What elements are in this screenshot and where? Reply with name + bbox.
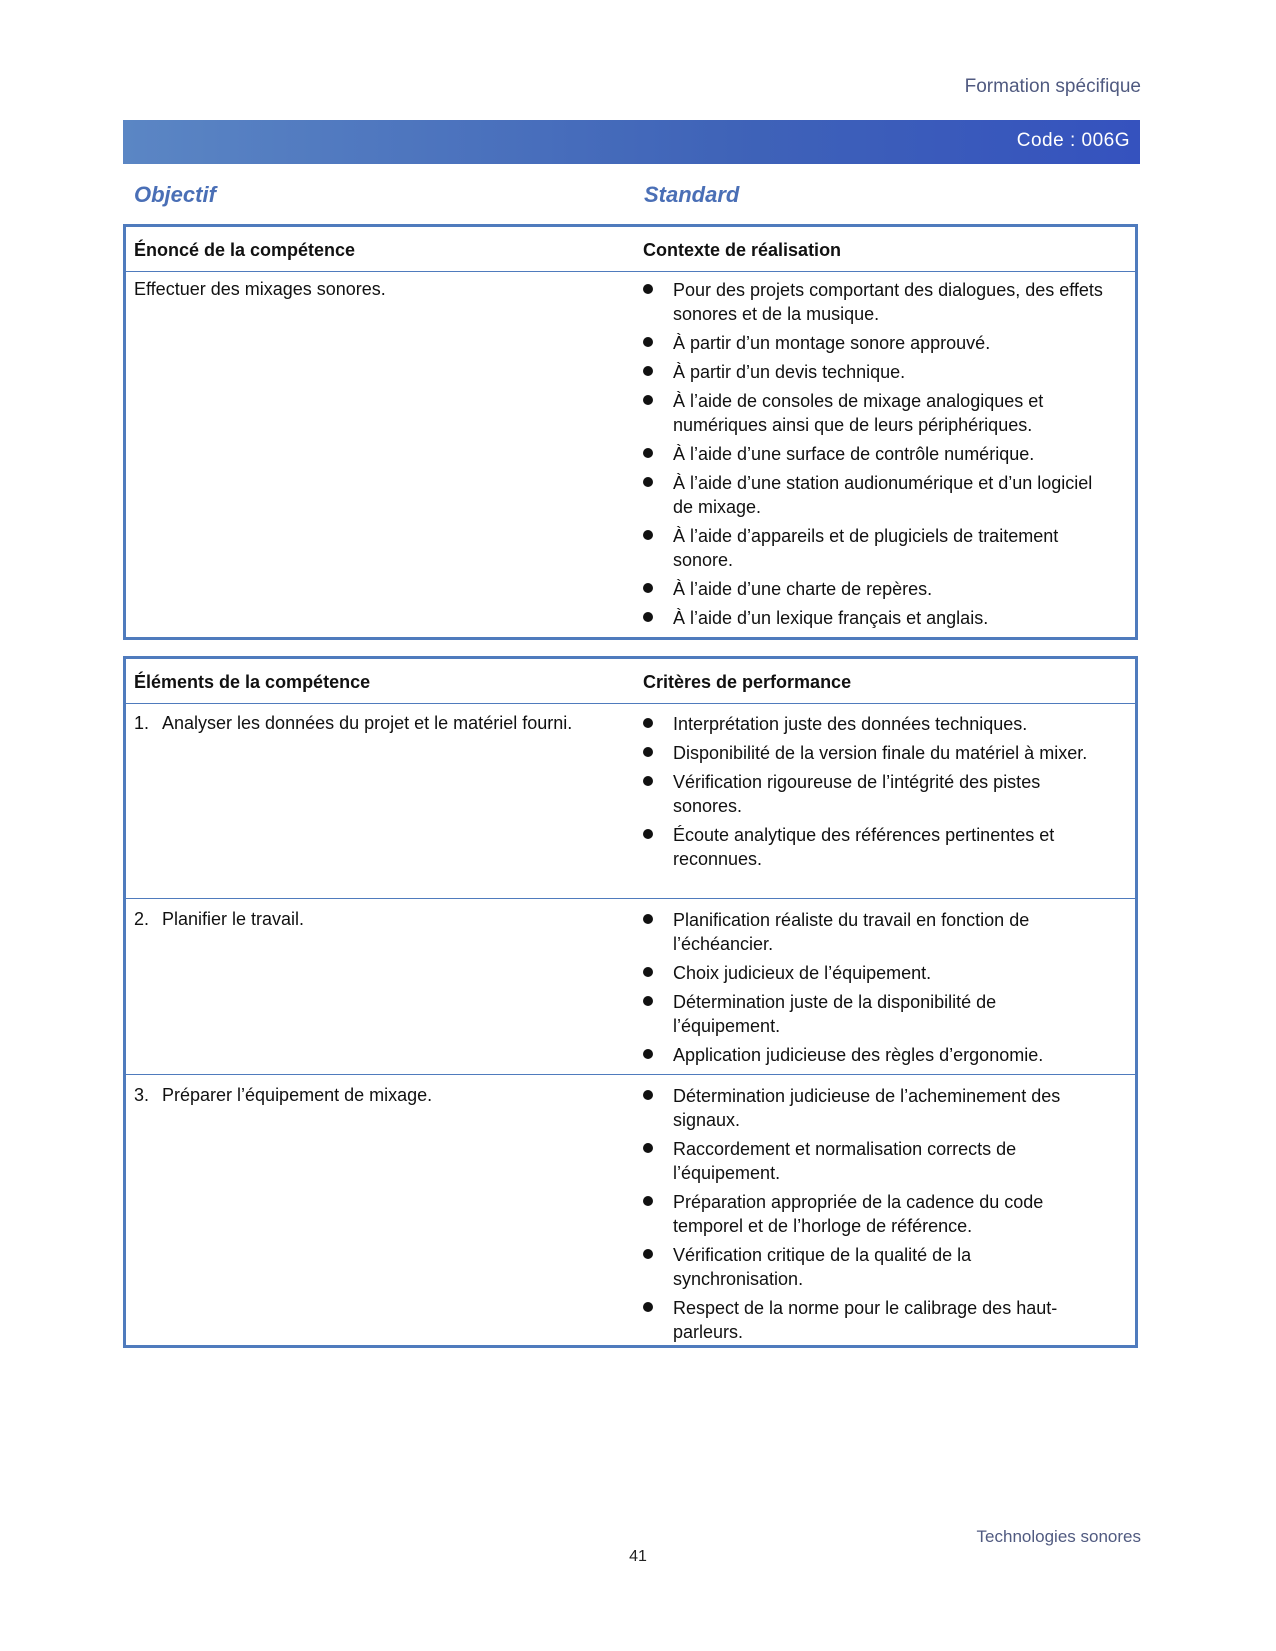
bullet-icon (643, 996, 653, 1006)
table-row (126, 1075, 1135, 1345)
list-item (643, 524, 1103, 572)
context-item: À l’aide de consoles de mixage analogiques et numériques ainsi que de leurs périphériques. (673, 391, 1044, 435)
context-list (643, 278, 1103, 635)
element-cell (134, 907, 584, 931)
list-item (643, 1190, 1103, 1238)
bullet-icon (643, 1196, 653, 1206)
criteria-list (643, 908, 1103, 1072)
context-item: À l’aide d’appareils et de plugiciels de traitement sonore. (673, 526, 1059, 570)
list-item (643, 471, 1103, 519)
criterion: Raccordement et normalisation corrects de l’équipement. (673, 1139, 1017, 1183)
elements-heading: Éléments de la compétence (134, 672, 371, 692)
context-heading: Contexte de réalisation (643, 240, 842, 260)
bullet-icon (643, 1249, 653, 1259)
program-label: Formation spécifique (964, 76, 1141, 97)
bullet-icon (643, 1143, 653, 1153)
element-number: 1. (134, 713, 150, 733)
element-cell (134, 1083, 584, 1107)
list-item (643, 741, 1103, 765)
objective-title: Objectif (134, 182, 216, 207)
bullet-icon (643, 448, 653, 458)
standard-title: Standard (644, 182, 740, 207)
context-item: À l’aide d’un lexique français et anglais. (673, 608, 989, 628)
list-item (643, 961, 1103, 985)
criterion: Détermination juste de la disponibilité de l’équipement. (673, 992, 997, 1036)
list-item (643, 1137, 1103, 1185)
criterion: Application judicieuse des règles d’ergonomie. (673, 1045, 1044, 1065)
bullet-icon (643, 747, 653, 757)
code-bar (123, 120, 1140, 164)
program-name: Technologies sonores (976, 1527, 1141, 1546)
competence-statement: Effectuer des mixages sonores. (134, 279, 386, 299)
context-item: À l’aide d’une charte de repères. (673, 579, 933, 599)
competence-table (123, 224, 1138, 640)
element-cell (134, 711, 584, 735)
bullet-icon (643, 967, 653, 977)
criterion: Disponibilité de la version finale du matériel à mixer. (673, 743, 1088, 763)
statement-heading: Énoncé de la compétence (134, 240, 356, 260)
bullet-icon (643, 530, 653, 540)
element-text: Analyser les données du projet et le matériel fourni. (162, 713, 573, 733)
table-row (126, 899, 1135, 1075)
bullet-icon (643, 477, 653, 487)
context-item: À l’aide d’une surface de contrôle numérique. (673, 444, 1035, 464)
criterion: Interprétation juste des données techniques. (673, 714, 1028, 734)
context-item: À l’aide d’une station audionumérique et d’un logiciel de mixage. (673, 473, 1093, 517)
list-item (643, 770, 1103, 818)
bullet-icon (643, 395, 653, 405)
element-number: 3. (134, 1085, 150, 1105)
criterion: Respect de la norme pour le calibrage des haut-parleurs. (673, 1298, 1058, 1342)
bullet-icon (643, 366, 653, 376)
bullet-icon (643, 284, 653, 294)
list-item (643, 990, 1103, 1038)
criterion: Écoute analytique des références pertinentes et reconnues. (673, 825, 1055, 869)
competence-row (126, 277, 1135, 637)
element-text: Préparer l’équipement de mixage. (162, 1085, 433, 1105)
list-item (643, 577, 1103, 601)
criterion: Planification réaliste du travail en fonction de l’échéancier. (673, 910, 1030, 954)
bullet-icon (643, 718, 653, 728)
elements-table-header (126, 659, 1135, 704)
context-item: Pour des projets comportant des dialogues, des effets sonores et de la musique. (673, 280, 1103, 324)
bullet-icon (643, 1049, 653, 1059)
criterion: Détermination judicieuse de l’acheminement des signaux. (673, 1086, 1061, 1130)
bullet-icon (643, 337, 653, 347)
list-item (643, 331, 1103, 355)
list-item (643, 606, 1103, 630)
bullet-icon (643, 829, 653, 839)
context-item: À partir d’un devis technique. (673, 362, 906, 382)
criterion: Préparation appropriée de la cadence du code temporel et de l’horloge de référence. (673, 1192, 1044, 1236)
bullet-icon (643, 583, 653, 593)
criterion: Vérification critique de la qualité de la synchronisation. (673, 1245, 972, 1289)
list-item (643, 1084, 1103, 1132)
criteria-list (643, 1084, 1103, 1349)
bullet-icon (643, 1302, 653, 1312)
list-item (643, 1296, 1103, 1344)
criterion: Vérification rigoureuse de l’intégrité des pistes sonores. (673, 772, 1041, 816)
competency-code: Code : 006G (1016, 130, 1130, 151)
table-row (126, 703, 1135, 899)
list-item (643, 442, 1103, 466)
elements-table (123, 656, 1138, 1348)
element-text: Planifier le travail. (162, 909, 305, 929)
element-number: 2. (134, 909, 150, 929)
list-item (643, 712, 1103, 736)
list-item (643, 278, 1103, 326)
page-number: 41 (629, 1548, 647, 1565)
list-item (643, 1043, 1103, 1067)
list-item (643, 360, 1103, 384)
context-item: À partir d’un montage sonore approuvé. (673, 333, 991, 353)
competence-table-header (126, 227, 1135, 272)
criterion: Choix judicieux de l’équipement. (673, 963, 932, 983)
criteria-list (643, 712, 1103, 876)
bullet-icon (643, 612, 653, 622)
list-item (643, 1243, 1103, 1291)
bullet-icon (643, 914, 653, 924)
list-item (643, 908, 1103, 956)
bullet-icon (643, 776, 653, 786)
criteria-heading: Critères de performance (643, 672, 852, 692)
bullet-icon (643, 1090, 653, 1100)
list-item (643, 823, 1103, 871)
list-item (643, 389, 1103, 437)
